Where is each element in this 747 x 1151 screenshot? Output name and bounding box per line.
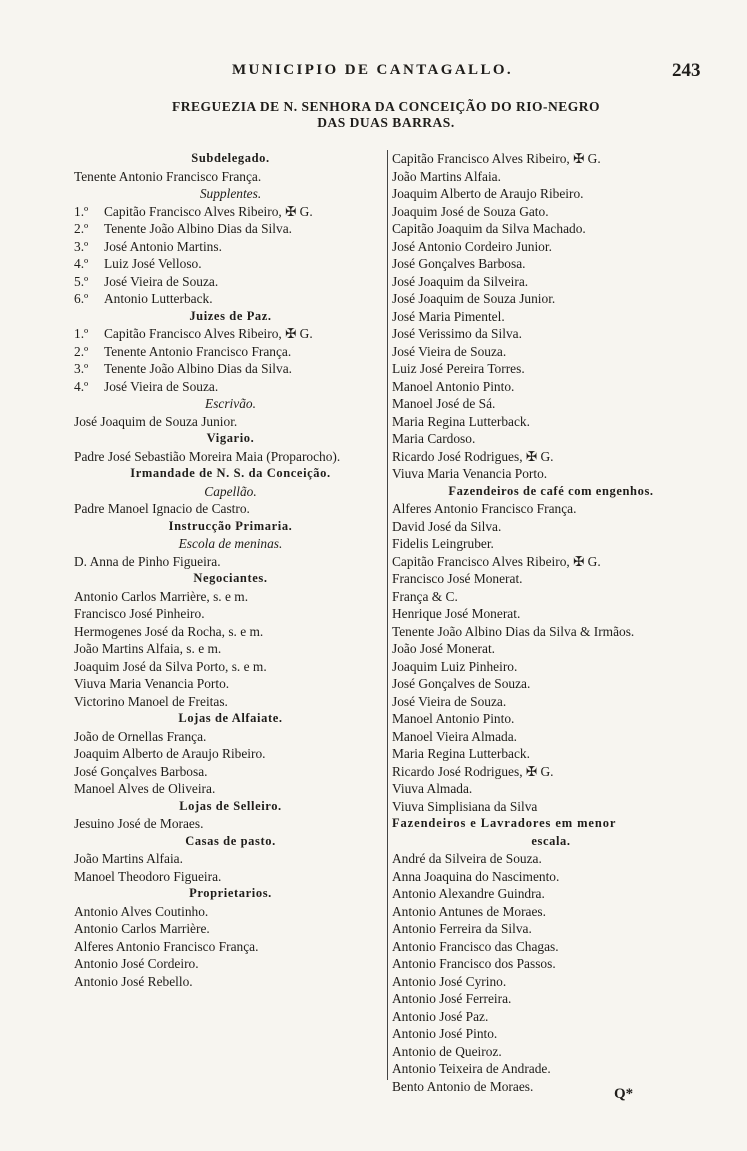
entry: Manoel Alves de Oliveira. [74, 781, 216, 796]
entry: Antonio José Paz. [392, 1008, 489, 1024]
entry: Manoel Vieira Almada. [392, 728, 518, 744]
numbered-entry [74, 255, 387, 273]
entry: Tenente João Albino Dias da Silva & Irmãos. [392, 623, 635, 639]
entry: Antonio Alexandre Guindra. [392, 886, 545, 901]
column-rule [387, 150, 388, 1080]
entry: Antonio José Rebello. [74, 973, 193, 989]
entry: Viuva Almada. [392, 781, 473, 796]
numbered-entry [74, 325, 387, 343]
entry: Henrique José Monerat. [392, 606, 521, 621]
entry: José Gonçalves Barbosa. [392, 256, 526, 271]
entry: Victorino Manoel de Freitas. [74, 693, 228, 709]
section-heading [392, 815, 710, 850]
entry: Manoel Theodoro Figueira. [74, 868, 222, 884]
entry-text: Antonio Lutterback. [104, 291, 213, 306]
subheading: Escola de meninas. [178, 536, 283, 551]
entry-text: Capitão Francisco Alves Ribeiro, ✠ G. [104, 326, 313, 341]
numbered-entry [74, 273, 387, 291]
section-heading-line: Fazendeiros e Lavradores em menor [392, 816, 617, 830]
entry-number: 2.º [74, 343, 89, 359]
entry: Viuva Maria Venancia Porto. [74, 676, 230, 691]
numbered-entry [74, 203, 387, 221]
entry: Antonio José Cordeiro. [74, 956, 199, 971]
entry: José Joaquim da Silveira. [392, 273, 529, 289]
entry-text: Capitão Francisco Alves Ribeiro, ✠ G. [104, 203, 313, 219]
parish-title [96, 99, 676, 131]
section-heading: Irmandade de N. S. da Conceição. [130, 466, 331, 480]
entry-text: José Vieira de Souza. [104, 378, 219, 394]
parish-title-line: FREGUEZIA DE N. SENHORA DA CONCEIÇÃO DO RIO-NEGRO [171, 99, 601, 114]
entry: Antonio Alves Coutinho. [74, 903, 209, 919]
entry: Antonio Carlos Marrière. [74, 921, 210, 936]
entry: Joaquim Alberto de Araujo Ribeiro. [392, 186, 584, 201]
entry: José Vieira de Souza. [392, 693, 507, 709]
entry: Antonio José Ferreira. [392, 991, 512, 1006]
entry: Jesuino José de Moraes. [74, 816, 204, 831]
subheading: Capellão. [204, 483, 257, 499]
entry: Viuva Maria Venancia Porto. [392, 466, 548, 481]
entry: Antonio Francisco dos Passos. [392, 956, 556, 971]
entry: José Gonçalves de Souza. [392, 676, 531, 691]
running-head [0, 62, 747, 84]
entry: Manoel José de Sá. [392, 396, 496, 411]
entry: Viuva Simplisiana da Silva [392, 798, 538, 814]
entry: Joaquim Alberto de Araujo Ribeiro. [74, 746, 266, 761]
entry: José Joaquim de Souza Junior. [392, 291, 556, 306]
entry-text: Tenente Antonio Francisco França. [104, 343, 292, 359]
section-heading: Proprietarios. [189, 886, 272, 900]
entry: João Martins Alfaia. [392, 168, 501, 184]
entry: Capitão Joaquim da Silva Machado. [392, 221, 586, 236]
entry: José Joaquim de Souza Junior. [74, 413, 238, 429]
entry: Antonio Teixeira de Andrade. [392, 1061, 551, 1076]
numbered-entry [74, 378, 387, 396]
running-title: MUNICIPIO DE CANTAGALLO. [232, 62, 514, 78]
entry: Manoel Antonio Pinto. [392, 711, 515, 726]
numbered-entry [74, 290, 387, 308]
entry: Fidelis Leingruber. [392, 536, 494, 551]
section-heading: Lojas de Selleiro. [179, 798, 282, 813]
entry-text: José Vieira de Souza. [104, 273, 219, 289]
entry: João Martins Alfaia. [74, 851, 183, 866]
entry-number: 2.º [74, 221, 89, 236]
entry: Antonio José Pinto. [392, 1026, 498, 1041]
numbered-entry [74, 343, 387, 361]
entry: Alferes Antonio Francisco França. [74, 938, 259, 954]
entry: José Maria Pimentel. [392, 308, 505, 324]
entry: Maria Regina Lutterback. [392, 746, 530, 761]
entry-number: 4.º [74, 378, 89, 394]
entry: Maria Cardoso. [392, 431, 476, 446]
subheading: Supplentes. [199, 186, 262, 201]
section-heading: Instrucção Primaria. [168, 518, 293, 533]
section-heading: Vigario. [206, 431, 255, 445]
entry-number: 3.º [74, 238, 89, 254]
numbered-entry [74, 238, 387, 256]
entry: João de Ornellas França. [74, 728, 207, 744]
section-heading: Negociantes. [193, 571, 268, 585]
left-column [74, 150, 387, 990]
entry: França & C. [392, 588, 458, 604]
entry-number: 1.º [74, 326, 89, 341]
entry-number: 1.º [74, 203, 89, 219]
section-heading: Juizes de Paz. [189, 308, 272, 323]
entry: David José da Silva. [392, 518, 502, 534]
entry: Anna Joaquina do Nascimento. [392, 868, 560, 884]
entry-text: José Antonio Martins. [104, 238, 222, 254]
entry: Hermogenes José da Rocha, s. e m. [74, 623, 264, 639]
entry-text: Luiz José Velloso. [104, 256, 202, 271]
entry: Padre Manoel Ignacio de Castro. [74, 501, 250, 516]
section-heading: Casas de pasto. [185, 833, 276, 848]
entry: Antonio Francisco das Chagas. [392, 938, 559, 954]
entry-number: 6.º [74, 291, 89, 306]
entry: Antonio Ferreira da Silva. [392, 921, 532, 936]
entry: José Verissimo da Silva. [392, 326, 522, 341]
entry: Antonio Carlos Marrière, s. e m. [74, 588, 249, 604]
entry: José Gonçalves Barbosa. [74, 763, 208, 779]
entry: João Martins Alfaia, s. e m. [74, 641, 222, 656]
entry: Maria Regina Lutterback. [392, 413, 530, 429]
entry: Manoel Antonio Pinto. [392, 378, 515, 394]
section-heading: Lojas de Alfaiate. [178, 711, 283, 725]
entry: Antonio José Cyrino. [392, 973, 507, 989]
entry: Alferes Antonio Francisco França. [392, 501, 577, 516]
entry: Joaquim José da Silva Porto, s. e m. [74, 658, 267, 674]
entry: José Antonio Cordeiro Junior. [392, 238, 552, 254]
entry: Padre José Sebastião Moreira Maia (Proparocho). [74, 448, 341, 464]
entry: Capitão Francisco Alves Ribeiro, ✠ G. [392, 553, 601, 569]
numbered-entry [74, 360, 387, 378]
entry: Ricardo José Rodrigues, ✠ G. [392, 763, 554, 779]
entry: Antonio Antunes de Moraes. [392, 903, 546, 919]
entry-number: 5.º [74, 273, 89, 289]
entry-number: 4.º [74, 256, 89, 271]
section-heading: Fazendeiros de café com engenhos. [448, 483, 654, 498]
signature-mark: Q* [614, 1086, 634, 1102]
entry: Capitão Francisco Alves Ribeiro, ✠ G. [392, 151, 601, 166]
entry-number: 3.º [74, 361, 89, 376]
entry: Bento Antonio de Moraes. [392, 1078, 534, 1094]
entry-text: Tenente João Albino Dias da Silva. [104, 221, 292, 236]
entry: Francisco José Pinheiro. [74, 606, 205, 621]
entry: André da Silveira de Souza. [392, 851, 542, 866]
entry: Joaquim Luiz Pinheiro. [392, 658, 518, 674]
entry: Tenente Antonio Francisco França. [74, 168, 262, 184]
entry: Joaquim José de Souza Gato. [392, 203, 549, 219]
entry-text: Tenente João Albino Dias da Silva. [104, 361, 292, 376]
page-number: 243 [672, 60, 701, 81]
subheading: Escrivão. [205, 396, 256, 411]
numbered-entry [74, 220, 387, 238]
entry: Luiz José Pereira Torres. [392, 361, 525, 376]
entry: João José Monerat. [392, 641, 496, 656]
section-heading-line: escala. [531, 833, 571, 848]
entry: Francisco José Monerat. [392, 571, 523, 586]
right-column [392, 150, 710, 1095]
entry: José Vieira de Souza. [392, 343, 507, 359]
entry: D. Anna de Pinho Figueira. [74, 553, 221, 569]
entry: Ricardo José Rodrigues, ✠ G. [392, 448, 554, 464]
section-heading: Subdelegado. [191, 151, 270, 165]
parish-title-line: DAS DUAS BARRAS. [317, 115, 455, 130]
entry: Antonio de Queiroz. [392, 1043, 502, 1059]
